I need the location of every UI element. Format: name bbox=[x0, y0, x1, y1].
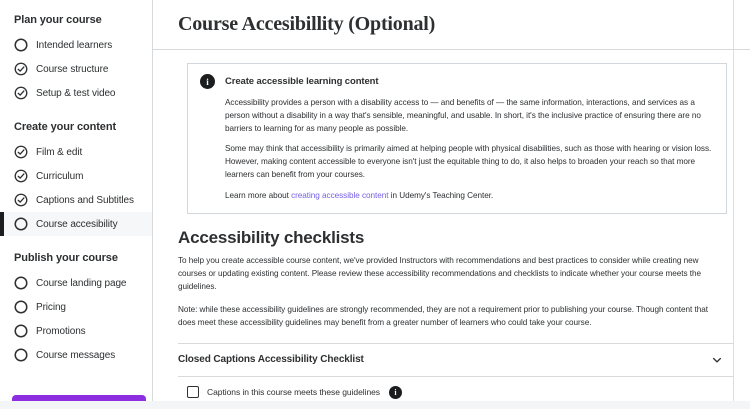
radio-unchecked-icon bbox=[14, 217, 28, 231]
learn-more-suffix: in Udemy's Teaching Center. bbox=[388, 190, 494, 200]
sidebar-section-publish bbox=[0, 252, 152, 367]
sidebar-item-film-edit[interactable] bbox=[0, 140, 152, 164]
right-panel-divider bbox=[733, 0, 734, 409]
info-box-paragraph: Accessibility provides a person with a disability access to — and benefits of — the same information, interactions, and services as a person without a disability in a way that's sensible, meaningful, and usable. In short, it's the inclusive practice of ensuring there are no barriers to learning for as many people as possible. bbox=[225, 98, 701, 133]
sidebar-item-label: Course messages bbox=[36, 349, 116, 361]
info-box-paragraph: Some may think that accessibility is primarily aimed at helping people with physical disabilities, such as those with hearing or vision loss. However, making content accessible to everyone isn't just the equitable thing to do, it also helps to broaden your reach so that more learners can benefit from your courses. bbox=[225, 144, 712, 179]
sidebar-item-label: Setup & test video bbox=[36, 87, 116, 99]
info-icon: i bbox=[200, 74, 215, 89]
radio-unchecked-icon bbox=[14, 276, 28, 290]
guidelines-checkbox-label: Captions in this course meets these guidelines bbox=[207, 387, 380, 398]
radio-unchecked-icon bbox=[14, 38, 28, 52]
chevron-down-icon[interactable] bbox=[711, 354, 723, 366]
main-panel bbox=[153, 0, 750, 409]
sidebar-item-label: Captions and Subtitles bbox=[36, 194, 134, 206]
accessibility-checklists-heading: Accessibility checklists bbox=[178, 227, 365, 247]
check-circle-icon bbox=[14, 169, 28, 183]
sidebar-item-label: Film & edit bbox=[36, 146, 83, 158]
sidebar-item-label: Course accesibility bbox=[36, 218, 118, 230]
check-circle-icon bbox=[14, 86, 28, 100]
accordion-title: Closed Captions Accessibility Checklist bbox=[178, 354, 364, 366]
radio-unchecked-icon bbox=[14, 300, 28, 314]
sidebar-item-intended-learners[interactable] bbox=[0, 33, 152, 57]
guidelines-info-icon[interactable]: i bbox=[389, 386, 402, 399]
sidebar-item-label: Intended learners bbox=[36, 39, 113, 51]
sidebar-section-title: Create your content bbox=[14, 121, 117, 133]
guidelines-checkbox[interactable] bbox=[187, 386, 199, 398]
sidebar-item-course-structure[interactable] bbox=[0, 57, 152, 81]
sidebar-section-title: Publish your course bbox=[14, 252, 118, 264]
sidebar-item-label: Course landing page bbox=[36, 277, 127, 289]
sidebar-item-promotions[interactable] bbox=[0, 319, 152, 343]
sidebar-item-course-accessibility[interactable] bbox=[0, 212, 152, 236]
sidebar-section-create bbox=[0, 121, 152, 236]
check-circle-icon bbox=[14, 62, 28, 76]
creating-accessible-content-link[interactable]: creating accessible content bbox=[291, 190, 389, 200]
sidebar-item-pricing[interactable] bbox=[0, 295, 152, 319]
sidebar-item-course-landing-page[interactable] bbox=[0, 271, 152, 295]
closed-captions-accordion[interactable] bbox=[178, 343, 733, 377]
sidebar-section-plan bbox=[0, 14, 152, 105]
sidebar-item-label: Promotions bbox=[36, 325, 86, 337]
sidebar-item-setup-test-video[interactable] bbox=[0, 81, 152, 105]
info-box-learn-more bbox=[225, 190, 712, 203]
page-content bbox=[153, 50, 750, 399]
check-circle-icon bbox=[14, 145, 28, 159]
checklists-note: Note: while these accessibility guidelines are strongly recommended, they are not a requirement prior to publishing your course. Though content that does meet these accessibility guidelines may benefit from a greater number of learners who could take your course. bbox=[178, 304, 708, 328]
radio-unchecked-icon bbox=[14, 324, 28, 338]
sidebar bbox=[0, 0, 153, 409]
sidebar-item-curriculum[interactable] bbox=[0, 164, 152, 188]
sidebar-item-label: Course structure bbox=[36, 63, 109, 75]
accessible-content-info-box bbox=[187, 63, 727, 214]
radio-unchecked-icon bbox=[14, 348, 28, 362]
bottom-page-edge bbox=[0, 401, 750, 409]
learn-more-prefix: Learn more about bbox=[225, 190, 292, 200]
check-circle-icon bbox=[14, 193, 28, 207]
page-header bbox=[153, 0, 750, 50]
sidebar-item-label: Pricing bbox=[36, 301, 66, 313]
page-title: Course Accesibillity (Optional) bbox=[178, 13, 436, 35]
sidebar-item-course-messages[interactable] bbox=[0, 343, 152, 367]
sidebar-section-title: Plan your course bbox=[14, 14, 102, 26]
sidebar-item-captions-subtitles[interactable] bbox=[0, 188, 152, 212]
checklists-paragraph: To help you create accessible course content, we've provided Instructors with recommendations and best practices to consider while creating new courses or updating existing content. Please review these accessibility recommendations and checklists to indicate whether your course meets the guidelines. bbox=[178, 255, 701, 292]
sidebar-item-label: Curriculum bbox=[36, 170, 84, 182]
guidelines-checkbox-row bbox=[187, 386, 713, 399]
info-box-title: Create accessible learning content bbox=[225, 76, 379, 87]
